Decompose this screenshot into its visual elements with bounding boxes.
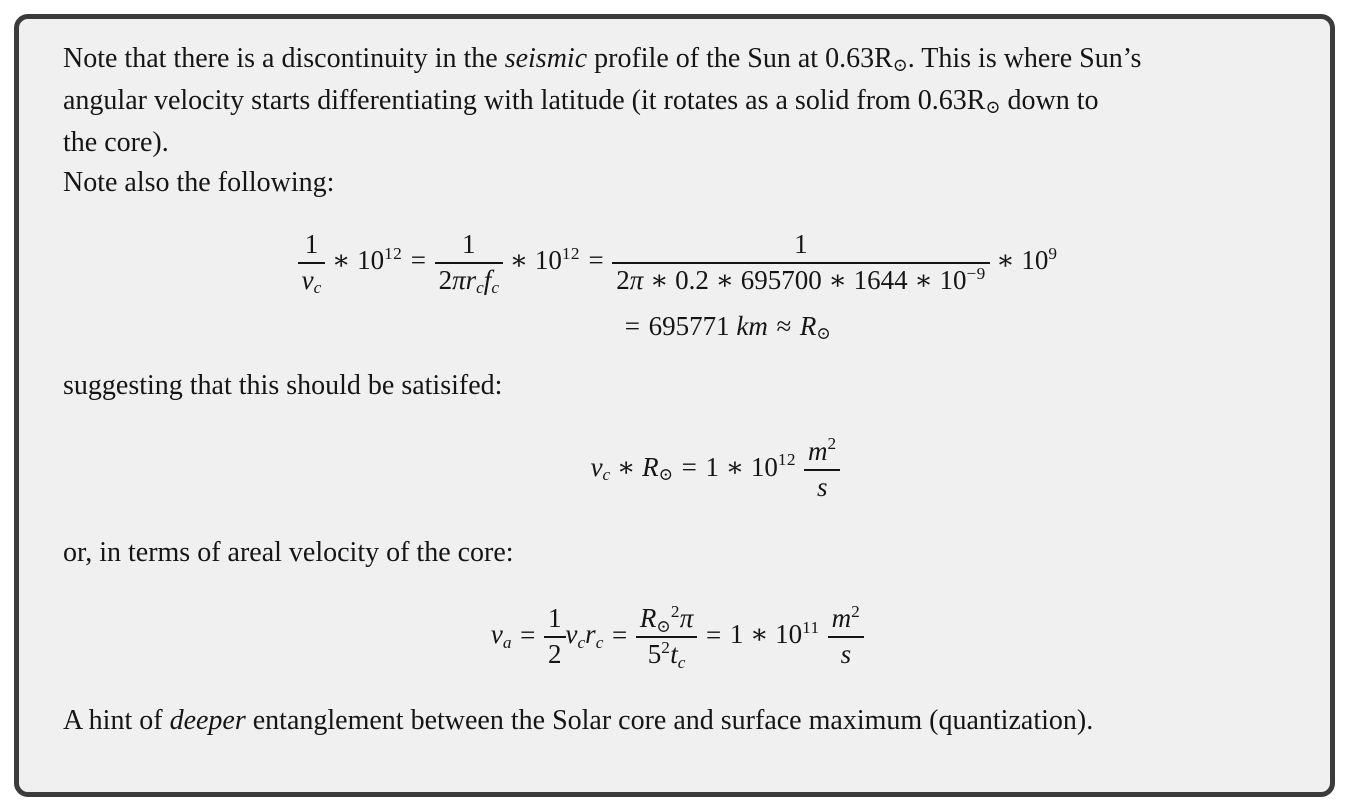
line (63, 603, 1292, 671)
equation-vc-rsun-product (63, 436, 1292, 504)
text-run: 2 (827, 434, 837, 454)
fraction-denominator (435, 262, 503, 297)
text-run: = (588, 245, 604, 276)
fraction-numerator (612, 229, 989, 262)
text-run: c (577, 632, 586, 652)
line (109, 311, 1338, 342)
fraction-denominator (298, 262, 326, 297)
text-run: 2 (438, 264, 453, 295)
text-run: ⊙ (892, 55, 908, 76)
text-run: ⊙ (658, 465, 674, 485)
text-run: π (452, 264, 466, 295)
text-run: 1 (794, 229, 808, 259)
line (101, 436, 1330, 504)
fraction (612, 229, 989, 297)
text-run: −9 (966, 263, 986, 283)
line (63, 123, 1292, 163)
text-run: 2 (670, 602, 680, 622)
text-run: Note also the following: (63, 167, 335, 198)
text-run: = (611, 619, 628, 650)
text-run: π (679, 603, 694, 634)
text-run: m (807, 435, 828, 466)
equation-areal-velocity (63, 603, 1292, 671)
text-run: = (520, 619, 536, 650)
text-run: 2 (616, 264, 630, 295)
text-run: ∗ 10 (502, 245, 562, 276)
line (63, 39, 1292, 81)
content-box (14, 14, 1335, 797)
line (63, 366, 1292, 406)
text-run: = (705, 619, 722, 650)
text-run: 2 (548, 639, 562, 670)
text-run: ≈ (776, 310, 792, 341)
line (63, 533, 1292, 573)
paragraph-discontinuity-note (63, 39, 1292, 163)
equation-core-wavelength (63, 229, 1292, 342)
text-run: ⊙ (656, 616, 671, 636)
text-run: s (816, 471, 828, 502)
fraction (298, 229, 326, 297)
text-run: c (313, 278, 322, 298)
fraction-denominator (636, 636, 697, 671)
text-run: t (670, 639, 678, 670)
text-run: 12 (384, 243, 403, 263)
fraction (828, 603, 864, 671)
fraction-numerator (435, 229, 503, 262)
text-run: 12 (561, 243, 580, 263)
text-run: . This is where Sun’s (907, 43, 1142, 74)
fraction-denominator (804, 469, 840, 504)
text-run: c (491, 278, 499, 298)
text-run: 1 ∗ 10 (729, 619, 803, 650)
text-run: R (639, 603, 657, 634)
text-run: deeper (169, 705, 246, 737)
text-run: r (585, 619, 596, 650)
fraction-numerator (298, 229, 326, 262)
paragraph-entanglement-hint (63, 701, 1292, 741)
fraction (544, 603, 566, 671)
text-run: km (736, 310, 768, 341)
text-run: v (301, 264, 314, 295)
text-run: ∗ 10 (989, 245, 1049, 276)
text-run: 2 (851, 602, 861, 622)
fraction-denominator (612, 262, 989, 297)
text-run: c (677, 652, 686, 672)
fraction-denominator (828, 636, 864, 671)
text-run: 5 (647, 639, 662, 670)
fraction-numerator (828, 603, 864, 636)
text-run: the core). (63, 127, 169, 158)
fraction (636, 603, 697, 671)
fraction-denominator (544, 636, 566, 671)
text-run: = (681, 451, 697, 482)
text-run: 9 (1048, 243, 1058, 263)
text-run: = (624, 310, 640, 341)
text-run: R (799, 310, 817, 341)
text-run: 1 (548, 603, 562, 634)
text-run: c (595, 632, 604, 652)
text-run: ⊙ (816, 324, 831, 344)
text-run: A hint of (63, 705, 170, 737)
paragraph-note-also (63, 163, 1292, 203)
text-run: m (831, 603, 852, 634)
text-run: ∗ (610, 451, 643, 482)
text-run: c (602, 465, 611, 485)
text-run: 1 ∗ 10 (705, 451, 778, 482)
text-run: π (629, 264, 644, 295)
text-run: ∗ 0.2 ∗ 695700 ∗ 1644 ∗ 10 (643, 264, 967, 295)
text-run: 12 (777, 450, 796, 470)
text-run: r (465, 264, 477, 295)
text-run: angular velocity starts differentiating with latitude (it rotates as a solid from 0.63R (63, 85, 986, 116)
text-run: ∗ 10 (325, 245, 385, 276)
text-run: or, in terms of areal velocity of the core: (63, 537, 514, 569)
fraction-numerator (544, 603, 566, 636)
text-run: 11 (802, 618, 820, 638)
text-run: v (590, 451, 603, 482)
fraction (435, 229, 503, 297)
text-run: 1 (304, 229, 319, 259)
text-run: entanglement between the Solar core and surface maximum (quantization). (245, 705, 1094, 737)
fraction-numerator (636, 603, 697, 636)
line (63, 81, 1292, 123)
text-run: profile of the Sun at 0.63R (587, 43, 893, 74)
line (63, 701, 1292, 741)
paragraph-suggesting (63, 366, 1292, 406)
fraction-numerator (804, 436, 840, 469)
text-run: = (410, 245, 426, 276)
text-run: ⊙ (985, 97, 1001, 118)
text-run: R (642, 451, 659, 482)
text-run: c (476, 278, 484, 298)
line (63, 163, 1292, 203)
text-run: 1 (462, 229, 476, 259)
text-run: a (502, 632, 512, 652)
text-run: v (565, 619, 578, 650)
text-run: v (490, 619, 503, 650)
fraction (804, 436, 840, 504)
text-run: seismic (504, 43, 588, 74)
text-run: s (840, 639, 852, 670)
paragraph-areal-velocity (63, 533, 1292, 573)
text-run: suggesting that this should be satisifed: (63, 369, 503, 401)
text-run: f (483, 264, 492, 295)
text-run: down to (1000, 85, 1099, 116)
text-run: Note that there is a discontinuity in the (63, 43, 505, 74)
text-run: 695771 (648, 310, 737, 341)
line (63, 229, 1292, 297)
text-run: 2 (661, 637, 671, 657)
